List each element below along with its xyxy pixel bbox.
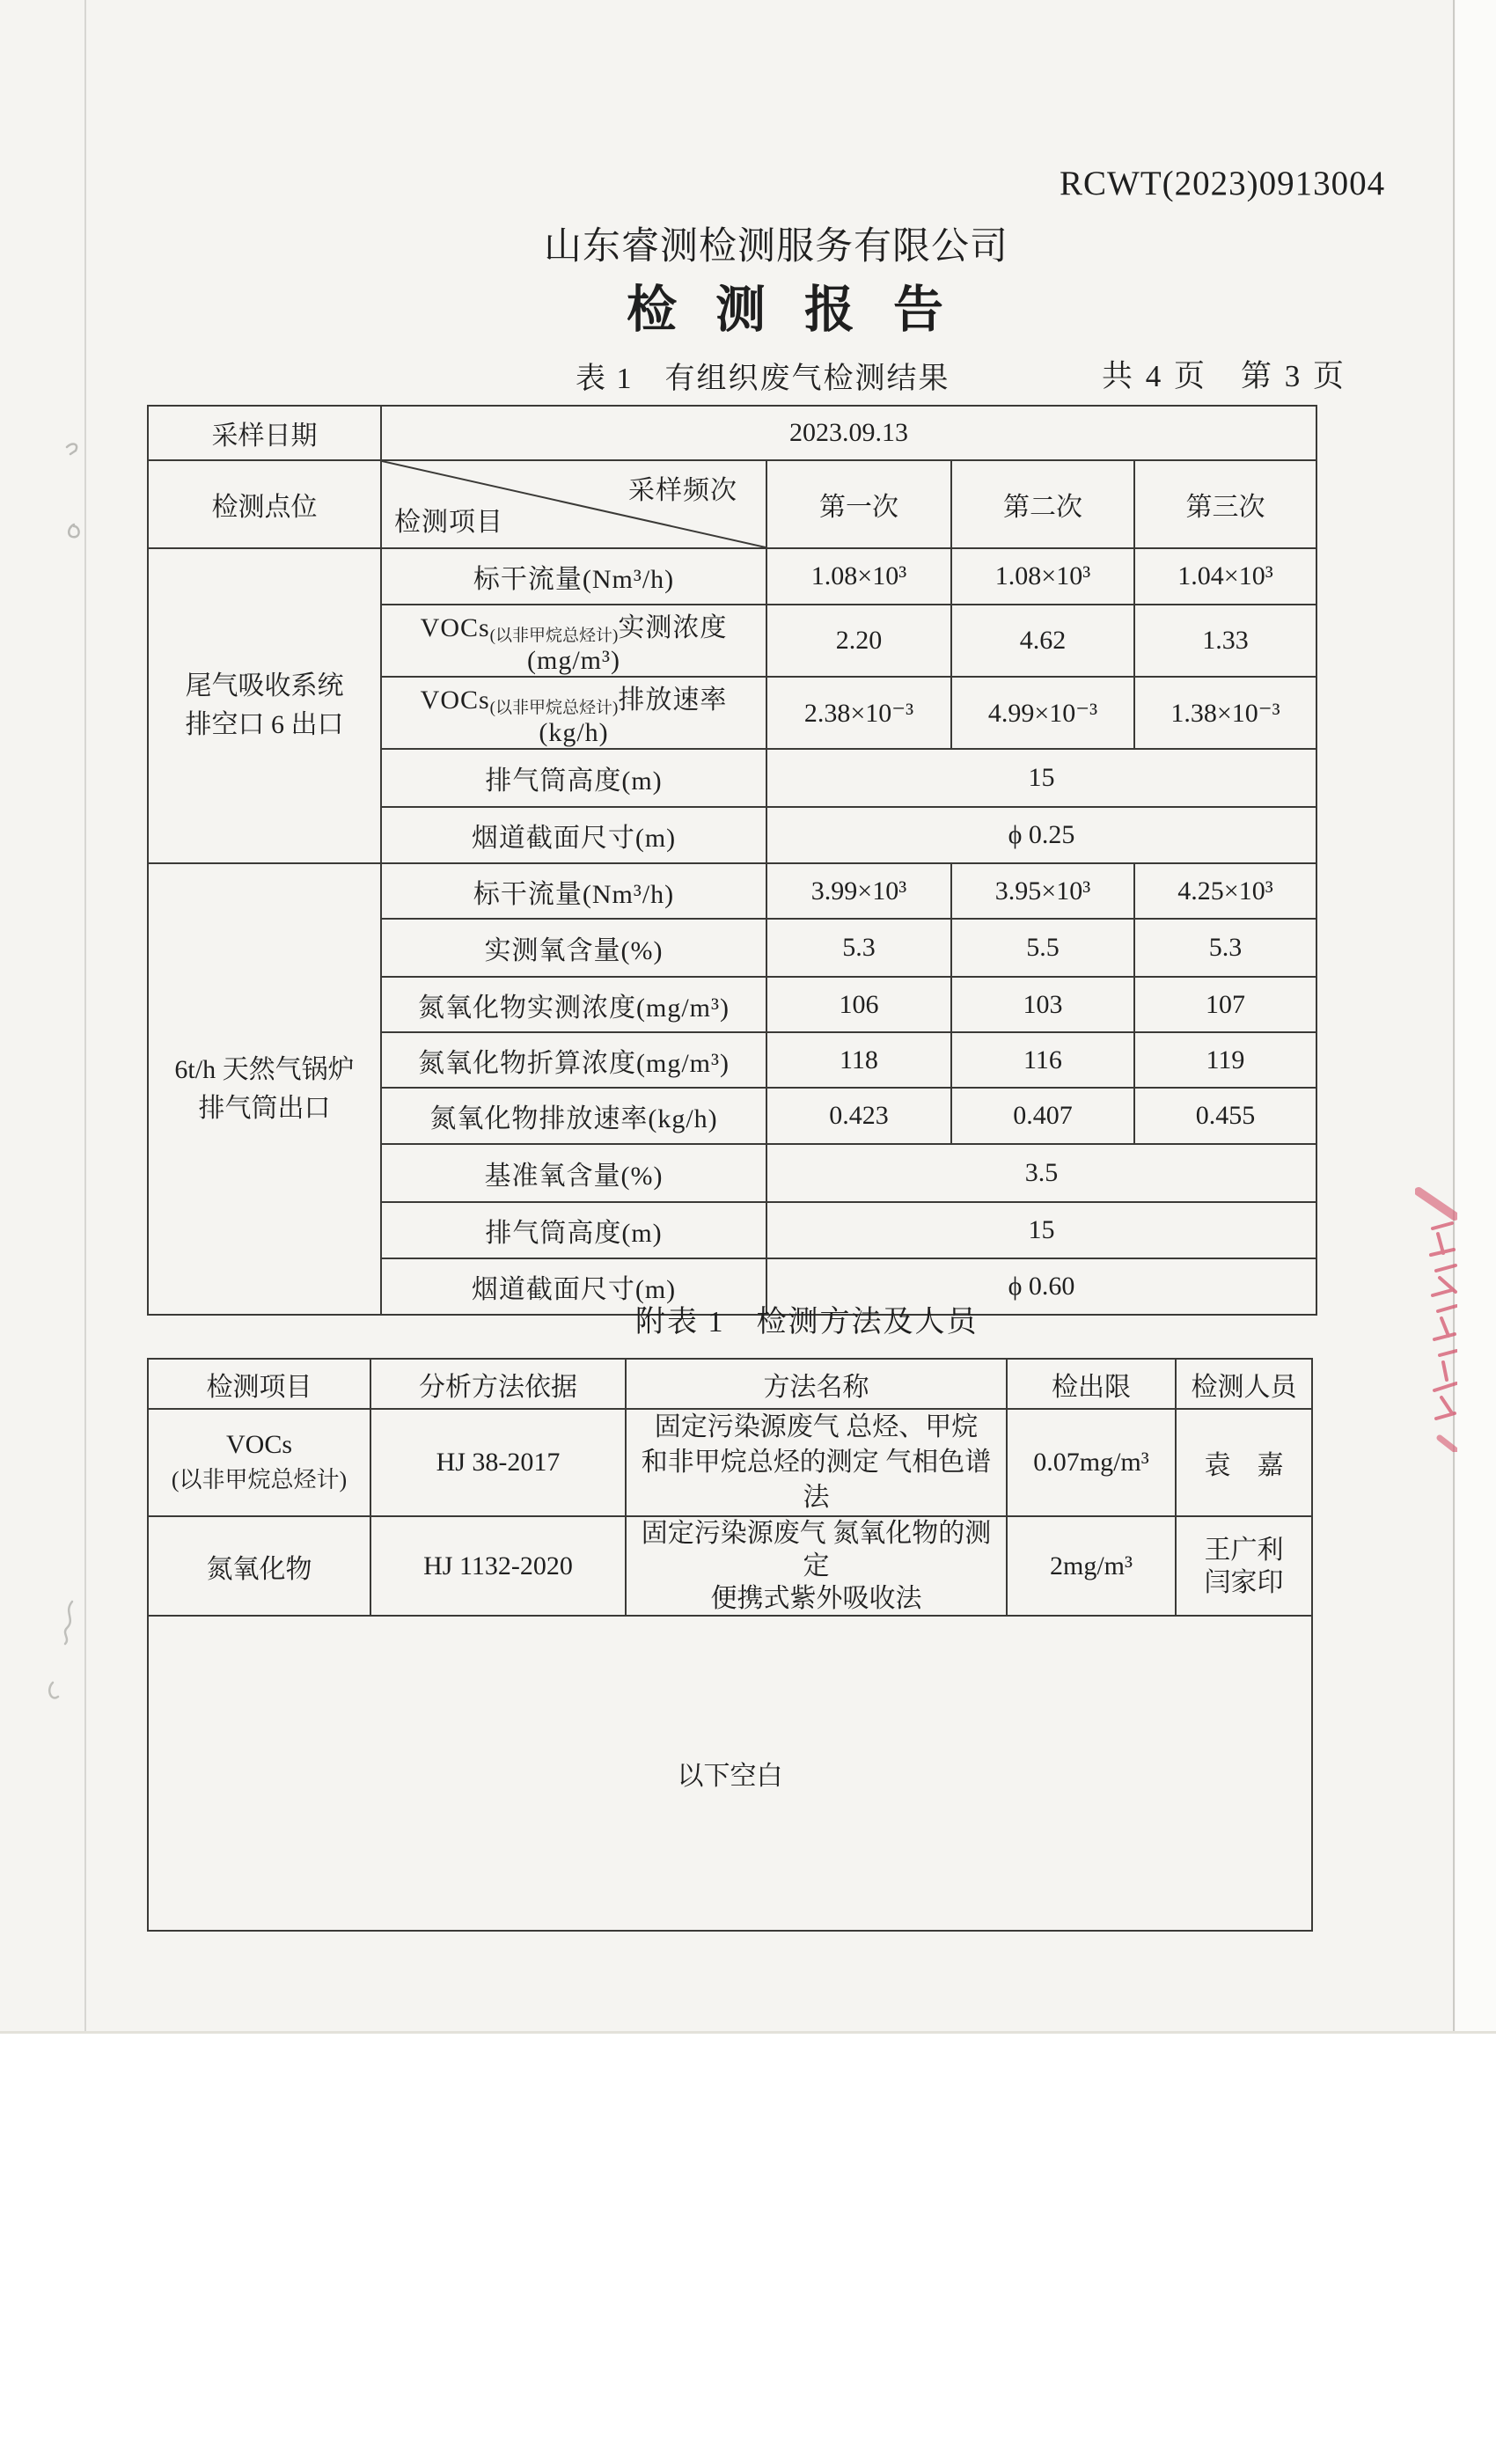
personnel-cell: 袁 嘉 (1176, 1409, 1312, 1516)
paper-bottom-edge (0, 2031, 1496, 2034)
table-row (148, 1516, 1312, 1616)
item-cell: VOCs (以非甲烷总烃计) (148, 1409, 370, 1516)
report-number: RCWT(2023)0913004 (1060, 165, 1386, 202)
item-cell: 氮氧化物实测浓度(mg/m³) (381, 977, 766, 1032)
value-cell: 5.3 (766, 919, 951, 977)
value-cell: 1.33 (1134, 605, 1316, 677)
value-cell: 4.25×10³ (1134, 863, 1316, 919)
value-cell: 118 (766, 1032, 951, 1088)
merged-value-cell: ϕ 0.25 (766, 807, 1316, 863)
value-cell: 119 (1134, 1032, 1316, 1088)
value-cell: 2.20 (766, 605, 951, 677)
page-count: 共 4 页 第 3 页 (1102, 359, 1347, 393)
merged-value-cell: 3.5 (766, 1144, 1316, 1202)
sub-table-caption: 附表 1 检测方法及人员 (635, 1306, 979, 1338)
value-cell: 1.38×10⁻³ (1134, 677, 1316, 749)
value-cell: 3.95×10³ (951, 863, 1134, 919)
table1-caption: 表 1 有组织废气检测结果 (576, 363, 950, 395)
table-row (148, 863, 1316, 919)
blank-below-note: 以下空白 (148, 1616, 1312, 1931)
header-personnel: 检测人员 (1176, 1359, 1312, 1409)
value-cell: 4.99×10⁻³ (951, 677, 1134, 749)
item-cell: 实测氧含量(%) (381, 919, 766, 977)
item-cell: 排气筒高度(m) (381, 1202, 766, 1258)
item-cell: 标干流量(Nm³/h) (381, 863, 766, 919)
merged-value-cell: 15 (766, 1202, 1316, 1258)
basis-cell: HJ 38-2017 (370, 1409, 626, 1516)
point-label: 检测点位 (148, 460, 381, 548)
header-method-name: 方法名称 (626, 1359, 1007, 1409)
value-cell: 0.407 (951, 1088, 1134, 1144)
item-cell: 氮氧化物排放速率(kg/h) (381, 1088, 766, 1144)
table-row (148, 1359, 1312, 1409)
value-cell: 116 (951, 1032, 1134, 1088)
frequency-header-2: 第二次 (951, 460, 1134, 548)
diagonal-label-item: 检测项目 (394, 508, 503, 537)
value-cell: 0.455 (1134, 1088, 1316, 1144)
table-row (148, 1616, 1312, 1931)
emission-results-table (147, 405, 1317, 1316)
methods-personnel-table (147, 1358, 1313, 1932)
value-cell: 103 (951, 977, 1134, 1032)
item-cell: VOCs(以非甲烷总烃计)实测浓度(mg/m³) (381, 605, 766, 677)
limit-cell: 2mg/m³ (1007, 1516, 1176, 1616)
table-row (148, 460, 1316, 548)
basis-cell: HJ 1132-2020 (370, 1516, 626, 1616)
item-cell: 氮氧化物折算浓度(mg/m³) (381, 1032, 766, 1088)
point-cell-exhaust-absorption: 尾气吸收系统 排空口 6 出口 (148, 548, 381, 863)
value-cell: 2.38×10⁻³ (766, 677, 951, 749)
item-cell: 烟道截面尺寸(m) (381, 807, 766, 863)
method-cell: 固定污染源废气 氮氧化物的测定 便携式紫外吸收法 (626, 1516, 1007, 1616)
pencil-mark-icon (42, 1595, 86, 1709)
table-row (148, 548, 1316, 605)
pencil-mark-icon (55, 438, 90, 548)
diagonal-label-frequency: 采样频次 (628, 476, 737, 505)
item-cell: VOCs(以非甲烷总烃计)排放速率(kg/h) (381, 677, 766, 749)
point-cell-gas-boiler: 6t/h 天然气锅炉 排气筒出口 (148, 863, 381, 1315)
value-cell: 107 (1134, 977, 1316, 1032)
value-cell: 1.08×10³ (766, 548, 951, 605)
item-cell: 基准氧含量(%) (381, 1144, 766, 1202)
item-cell: 标干流量(Nm³/h) (381, 548, 766, 605)
table-row (148, 1409, 1312, 1516)
value-cell: 0.423 (766, 1088, 951, 1144)
scan-right-margin (1456, 0, 1496, 2033)
red-seal-fragment-icon (1415, 1177, 1457, 1452)
value-cell: 106 (766, 977, 951, 1032)
header-detection-limit: 检出限 (1007, 1359, 1176, 1409)
frequency-header-1: 第一次 (766, 460, 951, 548)
header-method-basis: 分析方法依据 (370, 1359, 626, 1409)
item-cell: 氮氧化物 (148, 1516, 370, 1616)
value-cell: 1.08×10³ (951, 548, 1134, 605)
table-row (148, 406, 1316, 460)
header-item: 检测项目 (148, 1359, 370, 1409)
frequency-header-3: 第三次 (1134, 460, 1316, 548)
company-name: 山东睿测检测服务有限公司 (544, 226, 1008, 268)
item-cell: 排气筒高度(m) (381, 749, 766, 807)
personnel-cell: 王广利 闫家印 (1176, 1516, 1312, 1616)
value-cell: 4.62 (951, 605, 1134, 677)
method-cell: 固定污染源废气 总烃、甲烷 和非甲烷总烃的测定 气相色谱法 (626, 1409, 1007, 1516)
limit-cell: 0.07mg/m³ (1007, 1409, 1176, 1516)
paper-right-edge-line (1453, 0, 1455, 2033)
merged-value-cell: 15 (766, 749, 1316, 807)
sampling-date-value: 2023.09.13 (381, 406, 1316, 460)
value-cell: 5.3 (1134, 919, 1316, 977)
merged-value-cell: ϕ 0.60 (766, 1258, 1316, 1315)
paper-left-edge-line (84, 0, 86, 2033)
value-cell: 3.99×10³ (766, 863, 951, 919)
page-title: 检测报告 (627, 282, 982, 338)
value-cell: 5.5 (951, 919, 1134, 977)
diagonal-header-cell (381, 460, 766, 548)
item-cell: 烟道截面尺寸(m) (381, 1258, 766, 1315)
sampling-date-label: 采样日期 (148, 406, 381, 460)
value-cell: 1.04×10³ (1134, 548, 1316, 605)
